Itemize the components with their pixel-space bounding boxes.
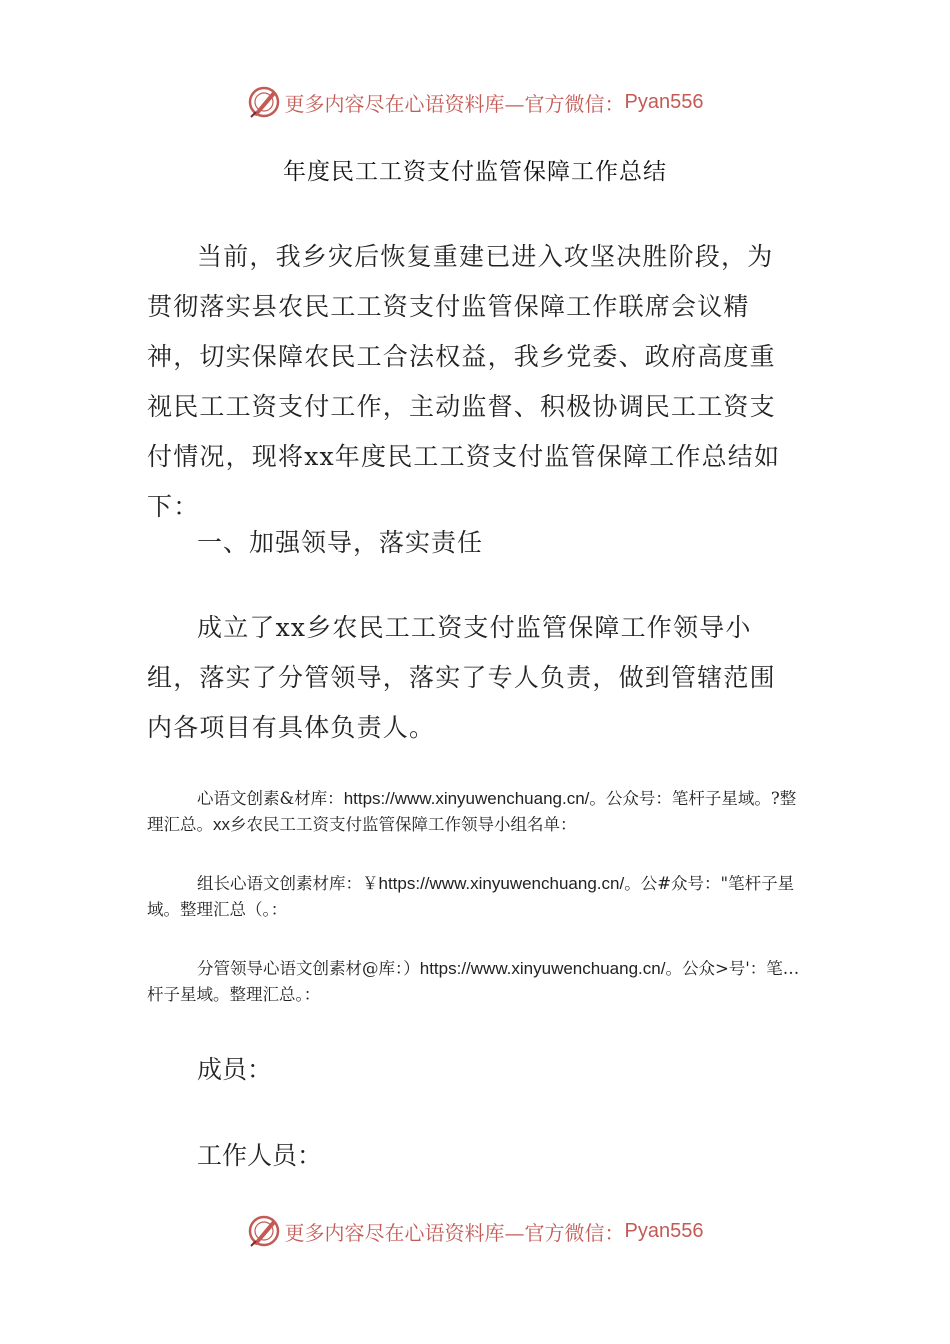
section-body-text: 成立了xx乡农民工工资支付监管保障工作领导小组，落实了分管领导，落实了专人负责，做到管辖范围内各项目有具体负责人。	[147, 613, 776, 742]
note-url-link[interactable]: https://www.xinyuwenchuang.cn/	[378, 874, 625, 893]
note-text: xx	[213, 815, 230, 834]
watermark-note-1	[147, 786, 807, 838]
note-text: 。公众号：笔杆子星域。?整理汇总。	[147, 789, 797, 834]
banner-wechat-handle: Pyan556	[624, 1219, 704, 1242]
note-text: 乡农民工工资支付监管保障工作领导小组名单：	[230, 815, 577, 834]
document-title: 年度民工工资支付监管保障工作总结	[283, 159, 667, 185]
note-text: 组长心语文创素材库：￥	[197, 874, 379, 893]
intro-paragraph	[147, 232, 787, 532]
members-label: 成员：	[197, 1055, 273, 1084]
intro-text: 当前，我乡灾后恢复重建已进入攻坚决胜阶段，为贯彻落实县农民工工资支付监管保障工作联席会议精神，切实保障农民工合法权益，我乡党委、政府高度重视民工工资支付工作，主动监督、积极协调民工工资支付情况，现将xx年度民工工资支付监管保障工作总结如下：	[147, 242, 781, 521]
quill-pen-logo-icon	[247, 1214, 281, 1248]
watermark-note-2	[147, 871, 807, 923]
section-heading: 一、加强领导，落实责任	[197, 528, 484, 557]
banner-text: 更多内容尽在心语资料库—官方微信：	[284, 1220, 625, 1245]
watermark-note-3	[147, 956, 807, 1008]
note-text: 。公#众号："笔杆子星域。整理汇总（。：	[147, 874, 795, 919]
header-watermark-banner	[0, 80, 950, 124]
quill-pen-logo-icon	[247, 85, 281, 119]
banner-text: 更多内容尽在心语资料库—官方微信：	[284, 91, 625, 116]
note-url-link[interactable]: https://www.xinyuwenchuang.cn/	[419, 959, 666, 978]
note-url-link[interactable]: https://www.xinyuwenchuang.cn/	[343, 789, 590, 808]
note-text: 。公众>号'：笔…杆子星域。整理汇总。：	[147, 959, 800, 1004]
banner-wechat-handle: Pyan556	[624, 90, 704, 113]
staff-label: 工作人员：	[197, 1141, 323, 1170]
note-text: 分管领导心语文创素材@库：）	[197, 959, 420, 978]
section-body-paragraph	[147, 603, 787, 753]
footer-watermark-banner	[0, 1209, 950, 1253]
note-text: 心语文创素&材库：	[197, 789, 344, 808]
